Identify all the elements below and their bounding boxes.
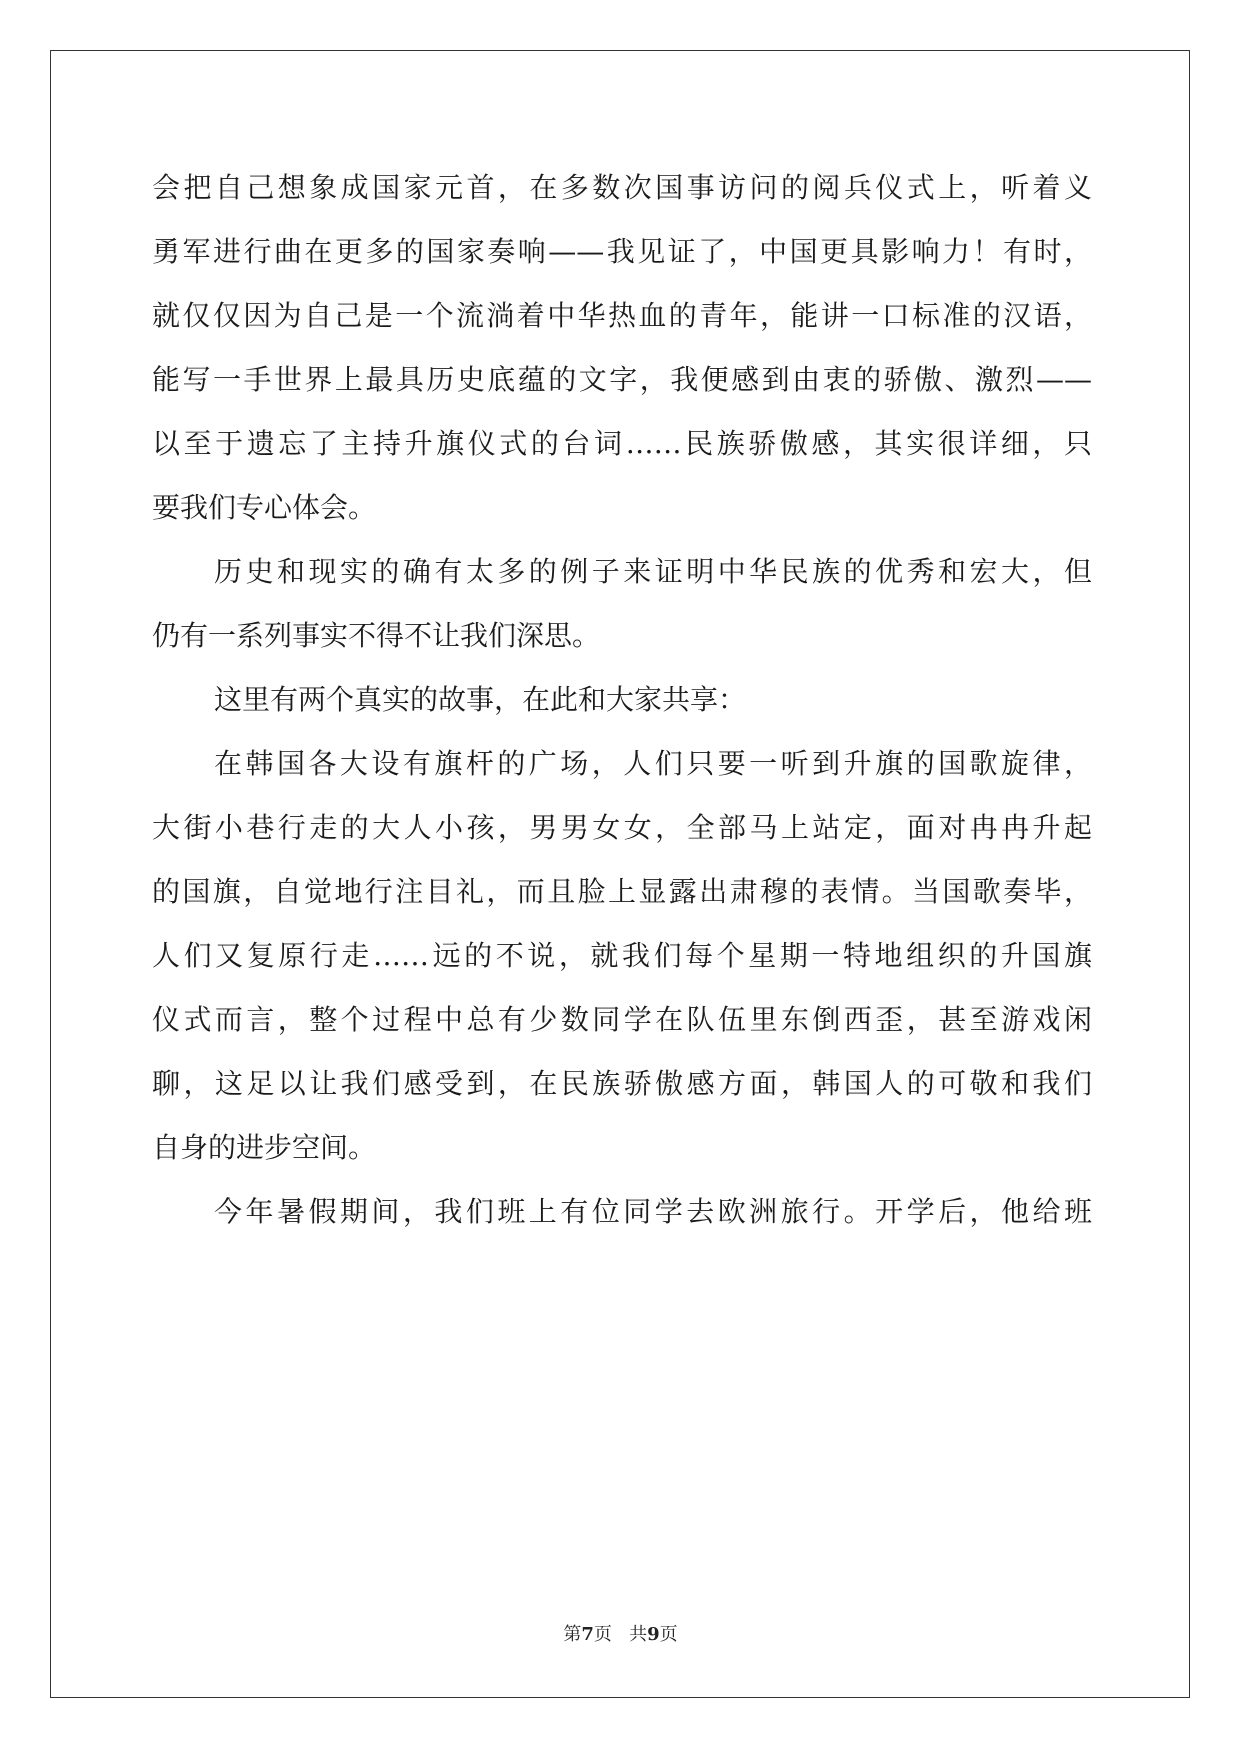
- paragraph-line: 要我们专心体会。: [152, 491, 377, 524]
- paragraph-line: 仪式而言，整个过程中总有少数同学在队伍里东倒西歪，甚至游戏闲: [152, 1003, 1092, 1036]
- footer-total-prefix: 共: [629, 1624, 648, 1645]
- footer-page-suffix: 页: [593, 1624, 612, 1645]
- paragraph-line: 人们又复原行走……远的不说，就我们每个星期一特地组织的升国旗: [152, 939, 1092, 972]
- paragraph-line: 以至于遗忘了主持升旗仪式的台词……民族骄傲感，其实很详细，只: [152, 427, 1092, 460]
- paragraph-line: 就仅仅因为自己是一个流淌着中华热血的青年，能讲一口标准的汉语，: [152, 299, 1092, 332]
- paragraph-line: 在韩国各大设有旗杆的广场，人们只要一听到升旗的国歌旋律，: [214, 747, 1092, 780]
- paragraph-line: 历史和现实的确有太多的例子来证明中华民族的优秀和宏大，但: [214, 555, 1092, 588]
- paragraph-line: 能写一手世界上最具历史底蕴的文字，我便感到由衷的骄傲、激烈——: [152, 363, 1092, 396]
- current-page-number: 7: [581, 1624, 594, 1645]
- paragraph-line: 自身的进步空间。: [152, 1131, 377, 1164]
- paragraph-line: 会把自己想象成国家元首，在多数次国事访问的阅兵仪式上，听着义: [152, 171, 1092, 204]
- paragraph-line: 大街小巷行走的大人小孩，男男女女，全部马上站定，面对冉冉升起: [152, 811, 1092, 844]
- paragraph-line: 的国旗，自觉地行注目礼，而且脸上显露出肃穆的表情。当国歌奏毕，: [152, 875, 1092, 908]
- paragraph-line: 勇军进行曲在更多的国家奏响——我见证了，中国更具影响力！有时，: [152, 235, 1092, 268]
- paragraph-line: 仍有一系列事实不得不让我们深思。: [152, 619, 601, 652]
- footer-prefix: 第: [563, 1624, 582, 1645]
- paragraph-line: 聊，这足以让我们感受到，在民族骄傲感方面，韩国人的可敬和我们: [152, 1067, 1092, 1100]
- paragraph-line: 今年暑假期间，我们班上有位同学去欧洲旅行。开学后，他给班: [214, 1195, 1092, 1228]
- page-footer: [0, 1620, 1241, 1646]
- total-page-number: 9: [647, 1624, 660, 1645]
- footer-total-suffix: 页: [659, 1624, 678, 1645]
- paragraph-line: 这里有两个真实的故事，在此和大家共享：: [214, 683, 747, 716]
